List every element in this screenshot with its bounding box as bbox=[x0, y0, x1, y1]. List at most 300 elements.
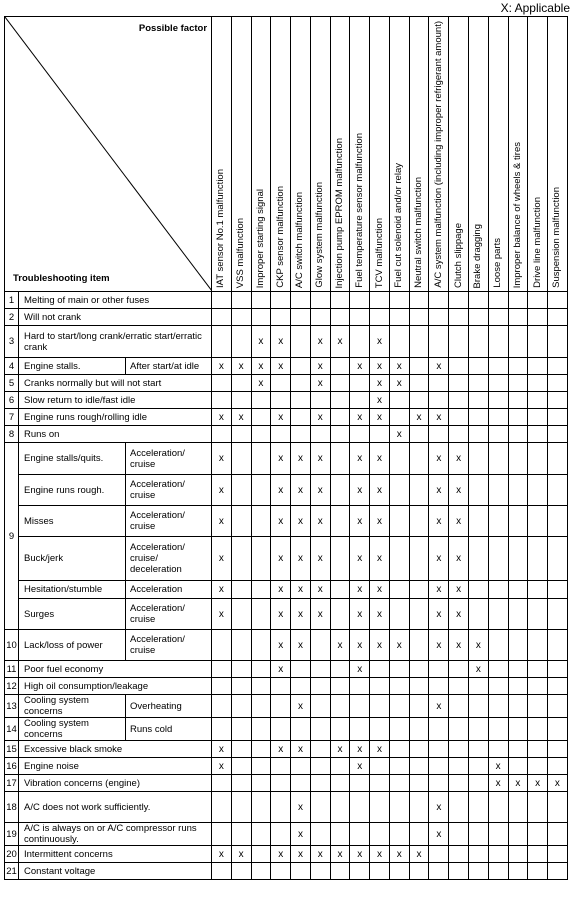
empty-cell bbox=[429, 326, 449, 358]
table-row bbox=[5, 678, 568, 695]
row-number: 21 bbox=[5, 863, 19, 880]
applicable-mark: x bbox=[310, 599, 330, 630]
empty-cell bbox=[370, 823, 390, 846]
empty-cell bbox=[409, 358, 429, 375]
troubleshooting-matrix bbox=[4, 16, 568, 880]
empty-cell bbox=[251, 863, 271, 880]
empty-cell bbox=[508, 599, 528, 630]
empty-cell bbox=[370, 309, 390, 326]
empty-cell bbox=[528, 599, 548, 630]
empty-cell bbox=[330, 661, 350, 678]
empty-cell bbox=[350, 326, 370, 358]
troubleshooting-item: Hard to start/long crank/erratic start/erratic crank bbox=[19, 326, 212, 358]
empty-cell bbox=[251, 678, 271, 695]
empty-cell bbox=[389, 792, 409, 823]
empty-cell bbox=[251, 537, 271, 581]
item-condition: Acceleration/ cruise bbox=[126, 475, 212, 506]
empty-cell bbox=[350, 718, 370, 741]
applicable-mark: x bbox=[330, 846, 350, 863]
empty-cell bbox=[389, 678, 409, 695]
troubleshooting-item: Engine noise bbox=[19, 758, 212, 775]
empty-cell bbox=[212, 678, 232, 695]
empty-cell bbox=[429, 426, 449, 443]
empty-cell bbox=[528, 678, 548, 695]
empty-cell bbox=[409, 443, 429, 475]
empty-cell bbox=[330, 358, 350, 375]
empty-cell bbox=[231, 718, 251, 741]
empty-cell bbox=[508, 506, 528, 537]
empty-cell bbox=[251, 426, 271, 443]
applicable-mark: x bbox=[389, 375, 409, 392]
empty-cell bbox=[409, 792, 429, 823]
applicable-mark: x bbox=[370, 443, 390, 475]
empty-cell bbox=[389, 443, 409, 475]
empty-cell bbox=[291, 375, 311, 392]
applicable-mark: x bbox=[429, 537, 449, 581]
empty-cell bbox=[271, 758, 291, 775]
empty-cell bbox=[468, 695, 488, 718]
empty-cell bbox=[528, 326, 548, 358]
empty-cell bbox=[271, 792, 291, 823]
row-number: 13 bbox=[5, 695, 19, 718]
empty-cell bbox=[508, 741, 528, 758]
empty-cell bbox=[330, 775, 350, 792]
empty-cell bbox=[429, 292, 449, 309]
empty-cell bbox=[231, 375, 251, 392]
empty-cell bbox=[231, 863, 251, 880]
empty-cell bbox=[212, 375, 232, 392]
table-row bbox=[5, 537, 568, 581]
factor-header bbox=[350, 17, 370, 292]
table-row bbox=[5, 758, 568, 775]
corner-diagonal bbox=[5, 17, 212, 291]
row-number: 7 bbox=[5, 409, 19, 426]
empty-cell bbox=[508, 758, 528, 775]
empty-cell bbox=[548, 863, 568, 880]
empty-cell bbox=[370, 758, 390, 775]
applicable-mark: x bbox=[370, 326, 390, 358]
applicable-mark: x bbox=[389, 426, 409, 443]
empty-cell bbox=[310, 792, 330, 823]
applicable-mark: x bbox=[429, 358, 449, 375]
empty-cell bbox=[548, 375, 568, 392]
empty-cell bbox=[370, 863, 390, 880]
troubleshooting-item: Engine stalls/quits. bbox=[19, 443, 126, 475]
applicable-mark: x bbox=[350, 537, 370, 581]
empty-cell bbox=[528, 695, 548, 718]
factor-label: A/C system malfunction (including improper refrigerant amount) bbox=[432, 21, 444, 288]
empty-cell bbox=[291, 718, 311, 741]
empty-cell bbox=[350, 392, 370, 409]
empty-cell bbox=[449, 375, 469, 392]
empty-cell bbox=[310, 426, 330, 443]
table-row bbox=[5, 292, 568, 309]
empty-cell bbox=[409, 741, 429, 758]
empty-cell bbox=[389, 758, 409, 775]
empty-cell bbox=[310, 661, 330, 678]
applicable-mark: x bbox=[548, 775, 568, 792]
applicable-mark: x bbox=[350, 443, 370, 475]
empty-cell bbox=[468, 792, 488, 823]
applicable-mark: x bbox=[330, 741, 350, 758]
table-row bbox=[5, 792, 568, 823]
empty-cell bbox=[251, 846, 271, 863]
empty-cell bbox=[548, 443, 568, 475]
empty-cell bbox=[468, 599, 488, 630]
empty-cell bbox=[251, 409, 271, 426]
empty-cell bbox=[488, 326, 508, 358]
troubleshooting-item: A/C is always on or A/C compressor runs continuously. bbox=[19, 823, 212, 846]
empty-cell bbox=[271, 392, 291, 409]
empty-cell bbox=[449, 792, 469, 823]
empty-cell bbox=[449, 678, 469, 695]
empty-cell bbox=[231, 599, 251, 630]
applicable-mark: x bbox=[350, 846, 370, 863]
empty-cell bbox=[429, 758, 449, 775]
empty-cell bbox=[330, 392, 350, 409]
applicable-mark: x bbox=[370, 506, 390, 537]
empty-cell bbox=[488, 309, 508, 326]
applicable-mark: x bbox=[291, 630, 311, 661]
applicable-mark: x bbox=[429, 695, 449, 718]
factor-header bbox=[468, 17, 488, 292]
factor-header bbox=[271, 17, 291, 292]
applicable-mark: x bbox=[271, 537, 291, 581]
empty-cell bbox=[409, 863, 429, 880]
empty-cell bbox=[548, 599, 568, 630]
item-condition: Overheating bbox=[126, 695, 212, 718]
empty-cell bbox=[508, 537, 528, 581]
row-number: 14 bbox=[5, 718, 19, 741]
empty-cell bbox=[231, 741, 251, 758]
empty-cell bbox=[330, 537, 350, 581]
empty-cell bbox=[251, 823, 271, 846]
empty-cell bbox=[548, 758, 568, 775]
empty-cell bbox=[251, 661, 271, 678]
table-row bbox=[5, 426, 568, 443]
empty-cell bbox=[528, 358, 548, 375]
empty-cell bbox=[449, 358, 469, 375]
applicable-mark: x bbox=[350, 599, 370, 630]
troubleshooting-item: Engine runs rough/rolling idle bbox=[19, 409, 212, 426]
applicable-mark: x bbox=[389, 358, 409, 375]
empty-cell bbox=[468, 292, 488, 309]
empty-cell bbox=[251, 599, 271, 630]
applicable-mark: x bbox=[429, 506, 449, 537]
applicable-mark: x bbox=[370, 630, 390, 661]
empty-cell bbox=[350, 292, 370, 309]
table-corner bbox=[5, 17, 212, 292]
table-row bbox=[5, 863, 568, 880]
factor-label: TCV malfunction bbox=[373, 217, 385, 288]
applicable-mark: x bbox=[291, 506, 311, 537]
empty-cell bbox=[528, 475, 548, 506]
applicable-mark: x bbox=[449, 475, 469, 506]
applicable-mark: x bbox=[212, 475, 232, 506]
applicable-mark: x bbox=[370, 392, 390, 409]
empty-cell bbox=[350, 426, 370, 443]
empty-cell bbox=[271, 775, 291, 792]
empty-cell bbox=[449, 775, 469, 792]
empty-cell bbox=[231, 292, 251, 309]
empty-cell bbox=[468, 392, 488, 409]
row-number: 18 bbox=[5, 792, 19, 823]
empty-cell bbox=[528, 758, 548, 775]
empty-cell bbox=[330, 292, 350, 309]
empty-cell bbox=[468, 581, 488, 599]
empty-cell bbox=[231, 309, 251, 326]
empty-cell bbox=[251, 792, 271, 823]
empty-cell bbox=[449, 326, 469, 358]
empty-cell bbox=[468, 358, 488, 375]
factor-label: Clutch slippage bbox=[452, 223, 464, 288]
applicable-mark: x bbox=[291, 695, 311, 718]
empty-cell bbox=[488, 741, 508, 758]
empty-cell bbox=[231, 792, 251, 823]
factor-label: Loose parts bbox=[492, 238, 504, 288]
empty-cell bbox=[212, 661, 232, 678]
empty-cell bbox=[251, 475, 271, 506]
applicable-mark: x bbox=[449, 599, 469, 630]
applicable-mark: x bbox=[429, 475, 449, 506]
troubleshooting-item: Engine stalls. bbox=[19, 358, 126, 375]
applicable-mark: x bbox=[291, 792, 311, 823]
empty-cell bbox=[310, 823, 330, 846]
applicable-mark: x bbox=[429, 581, 449, 599]
empty-cell bbox=[409, 426, 429, 443]
empty-cell bbox=[409, 695, 429, 718]
empty-cell bbox=[449, 409, 469, 426]
empty-cell bbox=[429, 775, 449, 792]
empty-cell bbox=[231, 678, 251, 695]
item-condition: Acceleration/ cruise bbox=[126, 630, 212, 661]
legend: X: Applicable bbox=[500, 1, 570, 15]
empty-cell bbox=[429, 863, 449, 880]
empty-cell bbox=[548, 309, 568, 326]
troubleshooting-item: Lack/loss of power bbox=[19, 630, 126, 661]
applicable-mark: x bbox=[409, 409, 429, 426]
empty-cell bbox=[291, 758, 311, 775]
applicable-mark: x bbox=[449, 443, 469, 475]
applicable-mark: x bbox=[468, 630, 488, 661]
empty-cell bbox=[528, 823, 548, 846]
applicable-mark: x bbox=[271, 741, 291, 758]
factor-label: CKP sensor malfunction bbox=[274, 186, 286, 288]
applicable-mark: x bbox=[310, 409, 330, 426]
row-number: 17 bbox=[5, 775, 19, 792]
table-row bbox=[5, 443, 568, 475]
applicable-mark: x bbox=[251, 326, 271, 358]
empty-cell bbox=[330, 443, 350, 475]
empty-cell bbox=[271, 695, 291, 718]
empty-cell bbox=[468, 775, 488, 792]
empty-cell bbox=[488, 443, 508, 475]
empty-cell bbox=[449, 309, 469, 326]
empty-cell bbox=[548, 741, 568, 758]
empty-cell bbox=[508, 695, 528, 718]
empty-cell bbox=[350, 775, 370, 792]
empty-cell bbox=[488, 409, 508, 426]
empty-cell bbox=[449, 718, 469, 741]
applicable-mark: x bbox=[370, 409, 390, 426]
empty-cell bbox=[231, 537, 251, 581]
applicable-mark: x bbox=[429, 630, 449, 661]
applicable-mark: x bbox=[429, 443, 449, 475]
empty-cell bbox=[468, 375, 488, 392]
empty-cell bbox=[409, 537, 429, 581]
empty-cell bbox=[330, 475, 350, 506]
table-row bbox=[5, 695, 568, 718]
applicable-mark: x bbox=[468, 661, 488, 678]
table-row bbox=[5, 375, 568, 392]
factor-header bbox=[449, 17, 469, 292]
empty-cell bbox=[508, 823, 528, 846]
empty-cell bbox=[330, 506, 350, 537]
applicable-mark: x bbox=[271, 581, 291, 599]
empty-cell bbox=[548, 358, 568, 375]
troubleshooting-item: Cooling system concerns bbox=[19, 695, 126, 718]
applicable-mark: x bbox=[429, 792, 449, 823]
empty-cell bbox=[350, 695, 370, 718]
empty-cell bbox=[310, 292, 330, 309]
empty-cell bbox=[251, 392, 271, 409]
empty-cell bbox=[528, 863, 548, 880]
empty-cell bbox=[271, 292, 291, 309]
empty-cell bbox=[409, 718, 429, 741]
empty-cell bbox=[409, 823, 429, 846]
empty-cell bbox=[528, 581, 548, 599]
empty-cell bbox=[330, 375, 350, 392]
empty-cell bbox=[508, 475, 528, 506]
empty-cell bbox=[389, 392, 409, 409]
empty-cell bbox=[389, 409, 409, 426]
applicable-mark: x bbox=[271, 326, 291, 358]
factor-header bbox=[429, 17, 449, 292]
empty-cell bbox=[429, 375, 449, 392]
applicable-mark: x bbox=[310, 475, 330, 506]
empty-cell bbox=[251, 443, 271, 475]
empty-cell bbox=[389, 775, 409, 792]
empty-cell bbox=[488, 506, 508, 537]
applicable-mark: x bbox=[370, 537, 390, 581]
empty-cell bbox=[468, 863, 488, 880]
empty-cell bbox=[488, 630, 508, 661]
applicable-mark: x bbox=[350, 358, 370, 375]
table-row bbox=[5, 581, 568, 599]
empty-cell bbox=[548, 506, 568, 537]
empty-cell bbox=[231, 630, 251, 661]
possible-factor-label: Possible factor bbox=[138, 23, 208, 34]
applicable-mark: x bbox=[370, 581, 390, 599]
empty-cell bbox=[231, 581, 251, 599]
troubleshooting-item-label: Troubleshooting item bbox=[13, 273, 110, 284]
empty-cell bbox=[548, 792, 568, 823]
empty-cell bbox=[429, 309, 449, 326]
applicable-mark: x bbox=[291, 846, 311, 863]
empty-cell bbox=[429, 741, 449, 758]
applicable-mark: x bbox=[389, 630, 409, 661]
empty-cell bbox=[528, 661, 548, 678]
empty-cell bbox=[488, 426, 508, 443]
empty-cell bbox=[449, 823, 469, 846]
empty-cell bbox=[330, 678, 350, 695]
empty-cell bbox=[389, 581, 409, 599]
empty-cell bbox=[548, 409, 568, 426]
empty-cell bbox=[548, 695, 568, 718]
applicable-mark: x bbox=[429, 599, 449, 630]
empty-cell bbox=[468, 475, 488, 506]
troubleshooting-item: Runs on bbox=[19, 426, 212, 443]
applicable-mark: x bbox=[271, 630, 291, 661]
empty-cell bbox=[409, 309, 429, 326]
row-number: 19 bbox=[5, 823, 19, 846]
applicable-mark: x bbox=[291, 823, 311, 846]
applicable-mark: x bbox=[291, 741, 311, 758]
empty-cell bbox=[449, 661, 469, 678]
troubleshooting-item: Will not crank bbox=[19, 309, 212, 326]
empty-cell bbox=[528, 718, 548, 741]
empty-cell bbox=[370, 695, 390, 718]
empty-cell bbox=[212, 823, 232, 846]
troubleshooting-item: Cooling system concerns bbox=[19, 718, 126, 741]
factor-header bbox=[389, 17, 409, 292]
applicable-mark: x bbox=[370, 846, 390, 863]
empty-cell bbox=[548, 661, 568, 678]
table-row bbox=[5, 475, 568, 506]
empty-cell bbox=[212, 326, 232, 358]
empty-cell bbox=[271, 426, 291, 443]
row-number: 9 bbox=[5, 443, 19, 630]
applicable-mark: x bbox=[212, 846, 232, 863]
empty-cell bbox=[468, 309, 488, 326]
empty-cell bbox=[231, 392, 251, 409]
row-number: 16 bbox=[5, 758, 19, 775]
applicable-mark: x bbox=[212, 409, 232, 426]
empty-cell bbox=[370, 292, 390, 309]
row-number: 10 bbox=[5, 630, 19, 661]
empty-cell bbox=[389, 741, 409, 758]
row-number: 3 bbox=[5, 326, 19, 358]
empty-cell bbox=[508, 426, 528, 443]
applicable-mark: x bbox=[310, 375, 330, 392]
applicable-mark: x bbox=[370, 741, 390, 758]
empty-cell bbox=[251, 741, 271, 758]
empty-cell bbox=[271, 375, 291, 392]
empty-cell bbox=[212, 426, 232, 443]
row-number: 8 bbox=[5, 426, 19, 443]
empty-cell bbox=[528, 792, 548, 823]
applicable-mark: x bbox=[350, 506, 370, 537]
empty-cell bbox=[330, 758, 350, 775]
empty-cell bbox=[350, 823, 370, 846]
empty-cell bbox=[251, 695, 271, 718]
empty-cell bbox=[370, 426, 390, 443]
empty-cell bbox=[291, 392, 311, 409]
empty-cell bbox=[488, 823, 508, 846]
empty-cell bbox=[449, 392, 469, 409]
empty-cell bbox=[271, 823, 291, 846]
item-condition: Runs cold bbox=[126, 718, 212, 741]
row-number: 6 bbox=[5, 392, 19, 409]
applicable-mark: x bbox=[350, 741, 370, 758]
applicable-mark: x bbox=[251, 358, 271, 375]
empty-cell bbox=[548, 846, 568, 863]
empty-cell bbox=[508, 863, 528, 880]
applicable-mark: x bbox=[350, 581, 370, 599]
applicable-mark: x bbox=[370, 475, 390, 506]
empty-cell bbox=[271, 309, 291, 326]
row-number: 11 bbox=[5, 661, 19, 678]
